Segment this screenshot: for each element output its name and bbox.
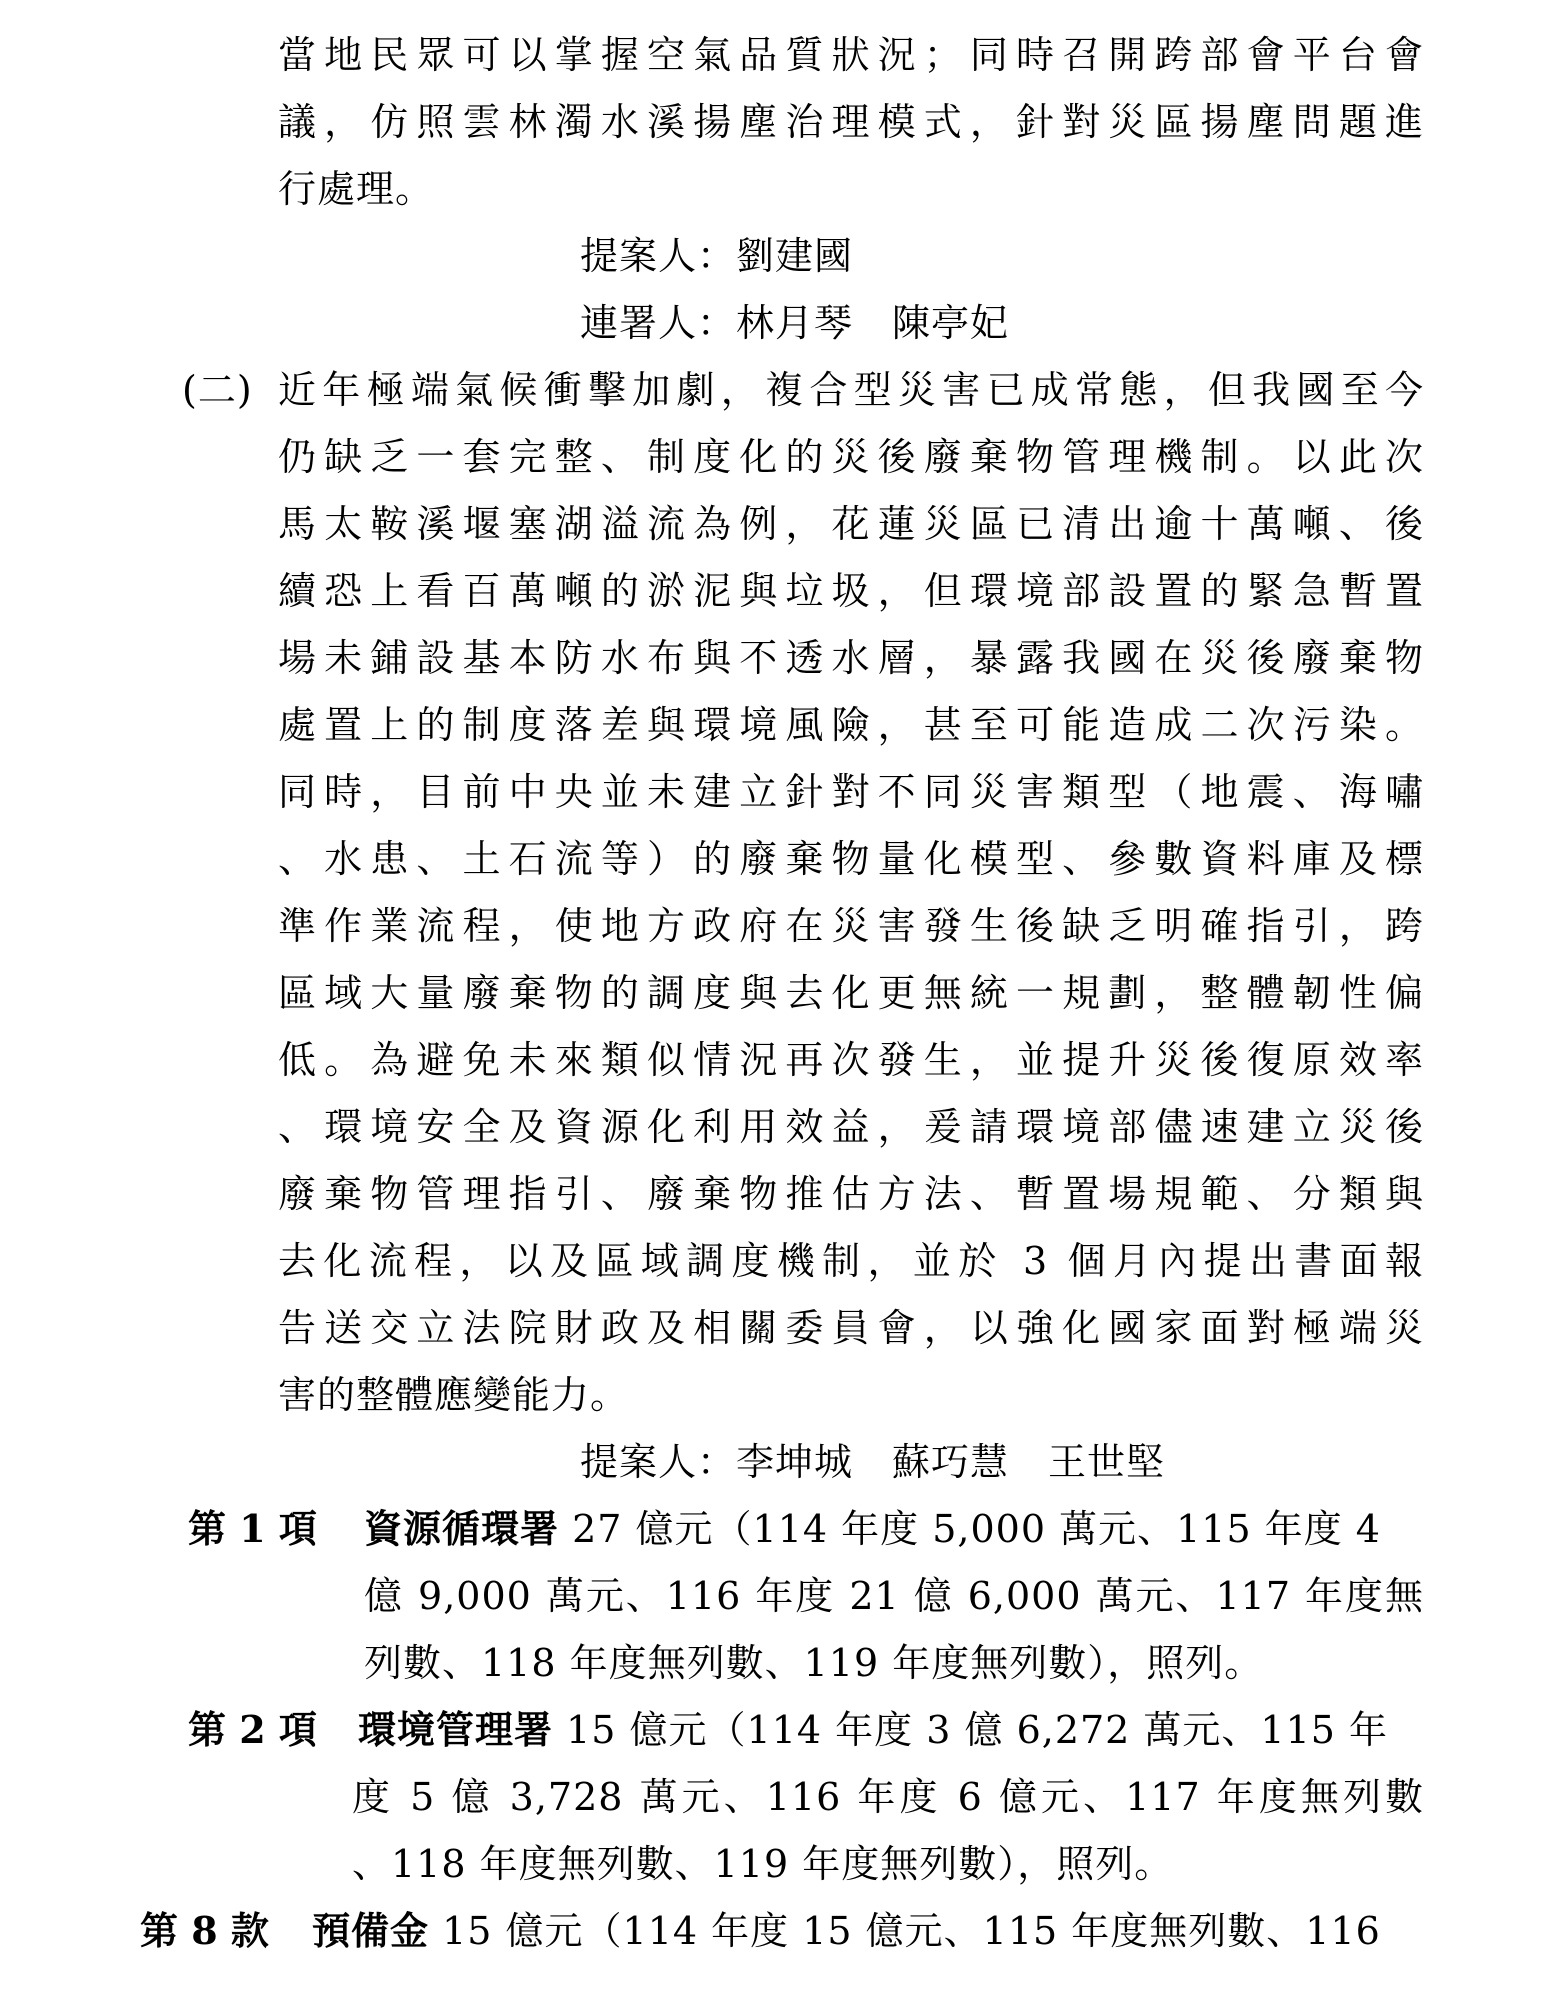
item-line: 、118 年度無列數、119 年度無列數），照列。 <box>352 1842 1174 1886</box>
agency-name: 環境管理署 <box>358 1707 554 1752</box>
list-marker: (二) <box>182 368 253 412</box>
amount-text: 15 億元（114 年度 3 億 6,272 萬元、115 年 <box>566 1708 1389 1752</box>
item-label: 第 1 項 <box>188 1506 317 1551</box>
paragraph-line: 害的整體應變能力。 <box>278 1373 630 1417</box>
proposer-line: 提案人：李坤城 蘇巧慧 王世堅 <box>580 1440 1166 1484</box>
cosigner-line: 連署人：林月琴 陳亭妃 <box>580 301 1010 345</box>
section-name: 預備金 <box>312 1908 430 1953</box>
item-line: 度 5 億 3,728 萬元、116 年度 6 億元、117 年度無列數 <box>352 1775 1424 1819</box>
item-first-line <box>364 1504 1424 1554</box>
paragraph-line: 處置上的制度落差與環境風險，甚至可能造成二次污染。 <box>278 703 1424 747</box>
amount-text: 15 億元（114 年度 15 億元、115 年度無列數、116 <box>442 1909 1381 1953</box>
paragraph-line: 低。為避免未來類似情況再次發生，並提升災後復原效率 <box>278 1038 1424 1082</box>
paragraph-line: 近年極端氣候衝擊加劇，複合型災害已成常態，但我國至今 <box>278 368 1424 412</box>
item-line: 列數、118 年度無列數、119 年度無列數），照列。 <box>364 1641 1264 1685</box>
item-label: 第 2 項 <box>188 1707 317 1752</box>
paragraph-line: 區域大量廢棄物的調度與去化更無統一規劃，整體韌性偏 <box>278 971 1424 1015</box>
paragraph-line: 仍缺乏一套完整、制度化的災後廢棄物管理機制。以此次 <box>278 435 1424 479</box>
paragraph-line: 當地民眾可以掌握空氣品質狀況；同時召開跨部會平台會 <box>278 33 1424 77</box>
item-line: 億 9,000 萬元、116 年度 21 億 6,000 萬元、117 年度無 <box>364 1574 1424 1618</box>
paragraph-line: 場未鋪設基本防水布與不透水層，暴露我國在災後廢棄物 <box>278 636 1424 680</box>
paragraph-line: 行處理。 <box>278 167 435 211</box>
agency-name: 資源循環署 <box>364 1506 560 1551</box>
paragraph-line: 、環境安全及資源化利用效益，爰請環境部儘速建立災後 <box>278 1105 1424 1149</box>
paragraph-line: 去化流程，以及區域調度機制，並於 3 個月內提出書面報 <box>278 1239 1424 1283</box>
paragraph-line: 馬太鞍溪堰塞湖溢流為例，花蓮災區已清出逾十萬噸、後 <box>278 502 1424 546</box>
paragraph-line: 同時，目前中央並未建立針對不同災害類型（地震、海嘯 <box>278 770 1424 814</box>
paragraph-line: 告送交立法院財政及相關委員會，以強化國家面對極端災 <box>278 1306 1424 1350</box>
paragraph-line: 續恐上看百萬噸的淤泥與垃圾，但環境部設置的緊急暫置 <box>278 569 1424 613</box>
section-label: 第 8 款 <box>140 1908 269 1953</box>
amount-text: 27 億元（114 年度 5,000 萬元、115 年度 4 <box>572 1507 1381 1551</box>
section-first-line <box>312 1906 1424 1956</box>
item-first-line <box>358 1705 1424 1755</box>
paragraph-line: 、水患、土石流等）的廢棄物量化模型、參數資料庫及標 <box>278 837 1424 881</box>
paragraph-line: 廢棄物管理指引、廢棄物推估方法、暫置場規範、分類與 <box>278 1172 1424 1216</box>
proposer-line: 提案人：劉建國 <box>580 234 854 278</box>
paragraph-line: 準作業流程，使地方政府在災害發生後缺乏明確指引，跨 <box>278 904 1424 948</box>
paragraph-line: 議，仿照雲林濁水溪揚塵治理模式，針對災區揚塵問題進 <box>278 100 1424 144</box>
